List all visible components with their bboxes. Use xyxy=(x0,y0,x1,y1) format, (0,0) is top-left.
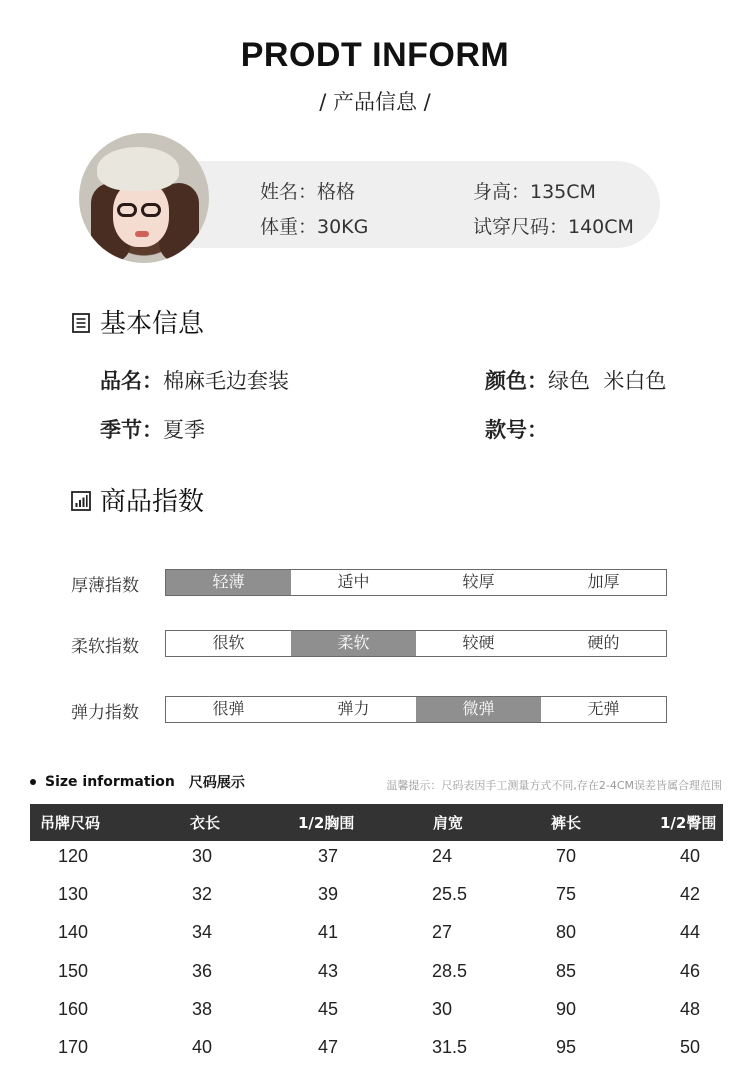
size-table-cell: 44 xyxy=(680,922,701,943)
size-table-cell: 42 xyxy=(680,884,701,905)
size-table-cell: 40 xyxy=(680,846,701,866)
size-table-row xyxy=(30,919,723,957)
size-table-cell: 130 xyxy=(58,884,89,905)
size-table-cell: 28.5 xyxy=(432,960,468,981)
size-table-cell: 39 xyxy=(318,884,339,905)
product-index-heading xyxy=(70,481,204,518)
index-scale-bar xyxy=(165,696,667,723)
model-try-size: 试穿尺码：140CM xyxy=(473,216,634,238)
size-table-cell: 47 xyxy=(318,1037,339,1057)
size-table-cell: 75 xyxy=(556,884,577,905)
size-column-header: 肩宽 xyxy=(433,814,464,832)
index-option: 很软 xyxy=(212,633,245,652)
size-table-cell: 36 xyxy=(192,960,213,981)
size-table-cell: 24 xyxy=(432,846,453,866)
size-heading-cn: 尺码展示 xyxy=(188,775,245,791)
index-label: 厚薄指数 xyxy=(71,576,139,596)
model-avatar xyxy=(79,133,209,263)
style-number-field xyxy=(485,414,548,444)
season-field xyxy=(100,414,205,444)
bar-chart-icon xyxy=(70,489,92,511)
size-table-row xyxy=(30,958,723,996)
size-table-cell: 31.5 xyxy=(432,1037,468,1057)
index-scale-bar xyxy=(165,630,667,657)
document-icon xyxy=(70,311,92,333)
index-option: 加厚 xyxy=(587,572,620,591)
size-column-header: 吊牌尺码 xyxy=(40,814,101,832)
size-table-cell: 38 xyxy=(192,998,213,1019)
size-column-header: 1/2臀围 xyxy=(660,814,717,832)
size-table-cell: 70 xyxy=(556,846,577,866)
index-option-selected: 微弹 xyxy=(416,697,541,722)
size-table-cell: 80 xyxy=(556,922,577,943)
size-table-row xyxy=(30,843,723,881)
size-table-cell: 120 xyxy=(58,846,89,866)
size-table-cell: 30 xyxy=(192,846,213,866)
index-option: 弹力 xyxy=(337,699,370,718)
style-number-key: 款号： xyxy=(485,418,548,442)
index-option: 适中 xyxy=(337,572,370,591)
color-field xyxy=(485,365,666,395)
size-table-cell: 25.5 xyxy=(432,884,468,905)
index-option-selected: 轻薄 xyxy=(166,570,291,595)
size-note: 温馨提示：尺码表因手工测量方式不同,存在2-4CM误差皆属合理范围 xyxy=(386,779,722,792)
index-scale-bar xyxy=(165,569,667,596)
index-option: 很弹 xyxy=(212,699,245,718)
index-option: 无弹 xyxy=(587,699,620,718)
size-table-cell: 50 xyxy=(680,1037,701,1057)
season-value: 夏季 xyxy=(163,418,205,442)
page-subtitle: / 产品信息 / xyxy=(319,90,431,114)
size-table-cell: 40 xyxy=(192,1037,213,1057)
size-table-cell: 48 xyxy=(680,998,701,1019)
size-table-cell: 140 xyxy=(58,922,89,943)
product-name-value: 棉麻毛边套装 xyxy=(163,369,289,393)
size-table-cell: 30 xyxy=(432,998,453,1019)
product-name-field xyxy=(100,365,289,395)
index-label: 柔软指数 xyxy=(71,637,139,657)
page-title: PRODT INFORM xyxy=(240,36,510,74)
size-column-header: 裤长 xyxy=(551,814,582,832)
color-value: 绿色 米白色 xyxy=(548,369,667,393)
basic-info-heading xyxy=(70,303,204,340)
size-table-cell: 27 xyxy=(432,922,453,943)
size-table-cell: 43 xyxy=(318,960,339,981)
size-table-row xyxy=(30,881,723,919)
season-key: 季节： xyxy=(100,418,163,442)
size-table-cell: 90 xyxy=(556,998,577,1019)
size-table-row xyxy=(30,996,723,1034)
size-info-heading xyxy=(30,772,245,792)
size-table-cell: 85 xyxy=(556,960,577,981)
size-table-cell: 170 xyxy=(58,1037,89,1057)
index-option: 硬的 xyxy=(587,633,620,652)
index-option: 较厚 xyxy=(462,572,495,591)
size-table-cell: 160 xyxy=(58,998,89,1019)
product-index-heading-label: 商品指数 xyxy=(100,487,205,517)
size-table-cell: 45 xyxy=(318,998,339,1019)
model-weight: 体重：30KG xyxy=(260,216,369,238)
index-option-selected: 柔软 xyxy=(291,631,416,656)
size-table-cell: 34 xyxy=(192,922,213,943)
size-table-cell: 41 xyxy=(318,922,339,943)
product-name-key: 品名： xyxy=(100,369,163,393)
size-table-cell: 150 xyxy=(58,960,89,981)
size-column-header: 1/2胸围 xyxy=(298,814,355,832)
bullet-dot-icon xyxy=(30,779,36,785)
size-heading-en: Size information xyxy=(45,774,175,790)
size-table-header xyxy=(30,804,723,841)
size-table-cell: 46 xyxy=(680,960,701,981)
size-column-header: 衣长 xyxy=(190,814,221,832)
basic-info-heading-label: 基本信息 xyxy=(100,309,205,339)
index-label: 弹力指数 xyxy=(71,703,139,723)
size-table-cell: 37 xyxy=(318,846,339,866)
index-option: 较硬 xyxy=(462,633,495,652)
model-name: 姓名：格格 xyxy=(260,181,356,203)
color-key: 颜色： xyxy=(485,369,548,393)
size-table-cell: 95 xyxy=(556,1037,577,1057)
model-height: 身高：135CM xyxy=(473,181,596,203)
size-table-row xyxy=(30,1034,723,1072)
size-table-cell: 32 xyxy=(192,884,213,905)
